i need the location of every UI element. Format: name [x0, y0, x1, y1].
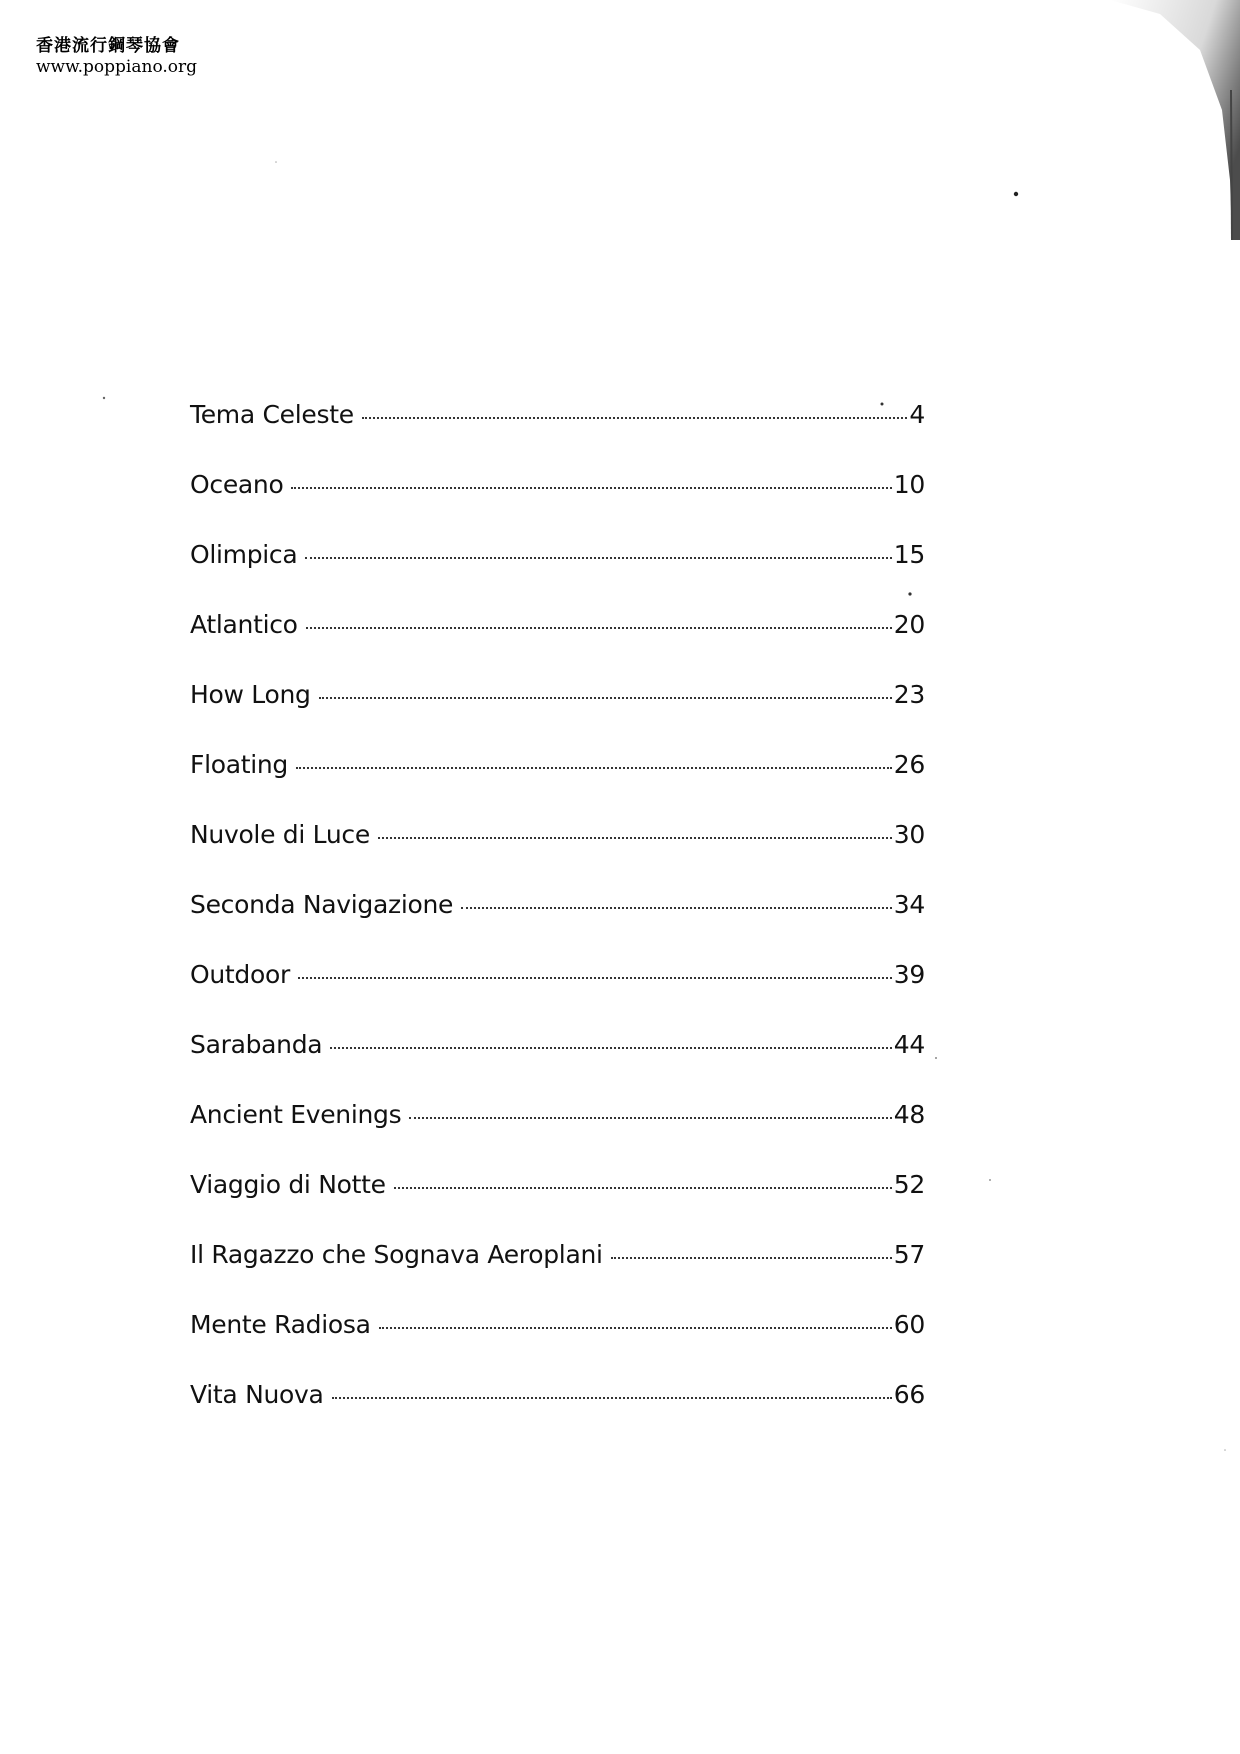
toc-title: Viaggio di Notte: [190, 1170, 386, 1199]
toc-page-number: 48: [893, 1100, 925, 1129]
toc-entry[interactable]: [190, 890, 925, 960]
toc-entry[interactable]: [190, 1310, 925, 1380]
toc-entry[interactable]: [190, 470, 925, 540]
dot-leader: [461, 907, 892, 909]
toc-page-number: 20: [893, 610, 925, 639]
toc-entry[interactable]: [190, 1170, 925, 1240]
toc-page-number: 66: [893, 1380, 925, 1409]
toc-entry[interactable]: [190, 1030, 925, 1100]
toc-page-number: 44: [893, 1030, 925, 1059]
toc-title: Oceano: [190, 470, 284, 499]
toc-page-number: 39: [893, 960, 925, 989]
toc-page-number: 10: [893, 470, 925, 499]
toc-entry[interactable]: [190, 1240, 925, 1310]
dot-leader: [291, 487, 891, 489]
toc-entry[interactable]: [190, 540, 925, 610]
dot-leader: [298, 977, 892, 979]
dot-leader: [378, 837, 892, 839]
dot-leader: [611, 1257, 892, 1259]
toc-title: Outdoor: [190, 960, 290, 989]
watermark-name: 香港流行鋼琴協會: [36, 36, 180, 56]
dot-leader: [305, 557, 891, 559]
toc-page-number: 60: [893, 1310, 925, 1339]
dot-leader: [409, 1117, 891, 1119]
dot-leader: [332, 1397, 892, 1399]
toc-title: Nuvole di Luce: [190, 820, 370, 849]
toc-title: Atlantico: [190, 610, 298, 639]
scan-shadow: [1100, 0, 1240, 240]
toc-entry[interactable]: [190, 960, 925, 1030]
dot-leader: [330, 1047, 891, 1049]
toc-title: Il Ragazzo che Sognava Aeroplani: [190, 1240, 603, 1269]
toc-entry[interactable]: [190, 750, 925, 820]
toc-title: How Long: [190, 680, 311, 709]
toc-title: Olimpica: [190, 540, 298, 569]
toc-title: Vita Nuova: [190, 1380, 324, 1409]
dot-leader: [319, 697, 892, 699]
toc-page-number: 15: [893, 540, 925, 569]
toc-page-number: 57: [893, 1240, 925, 1269]
dot-leader: [362, 417, 908, 419]
toc-page-number: 26: [893, 750, 925, 779]
toc-entry[interactable]: [190, 400, 925, 470]
toc-entry[interactable]: [190, 610, 925, 680]
toc-entry[interactable]: [190, 1380, 925, 1450]
dot-leader: [394, 1187, 892, 1189]
toc-page-number: 52: [893, 1170, 925, 1199]
toc-title: Tema Celeste: [190, 400, 354, 429]
toc-title: Floating: [190, 750, 289, 779]
toc-title: Sarabanda: [190, 1030, 323, 1059]
toc-entry[interactable]: [190, 820, 925, 890]
toc-page-number: 34: [893, 890, 925, 919]
toc-title: Seconda Navigazione: [190, 890, 454, 919]
table-of-contents: [190, 400, 925, 1450]
dot-leader: [306, 627, 892, 629]
dot-leader: [379, 1327, 892, 1329]
toc-entry[interactable]: [190, 1100, 925, 1170]
dot-leader: [296, 767, 892, 769]
toc-title: Ancient Evenings: [190, 1100, 402, 1129]
toc-title: Mente Radiosa: [190, 1310, 371, 1339]
toc-page-number: 4: [909, 400, 925, 429]
toc-page-number: 23: [893, 680, 925, 709]
toc-entry[interactable]: [190, 680, 925, 750]
watermark-url: www.poppiano.org: [36, 57, 198, 78]
watermark: [36, 36, 197, 79]
toc-page-number: 30: [893, 820, 925, 849]
